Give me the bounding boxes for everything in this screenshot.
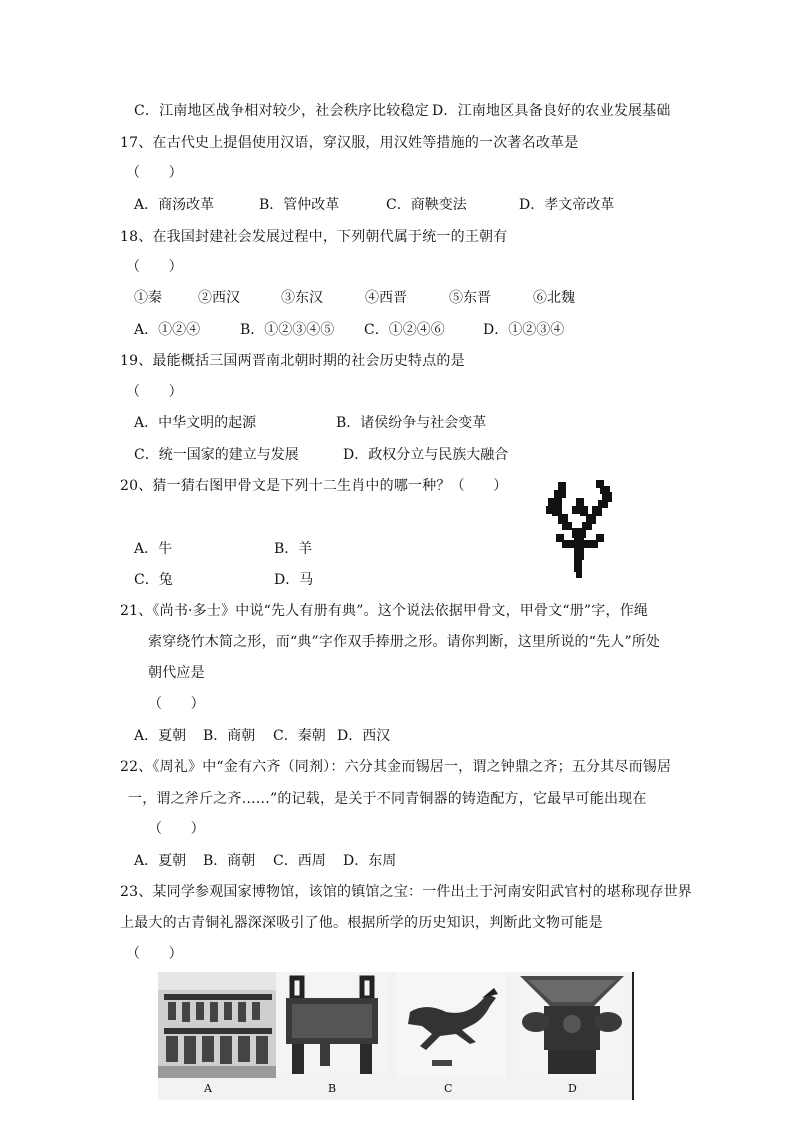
q17-option-d: D．孝文帝改革: [519, 197, 615, 213]
q17-option-a: A．商汤改革: [134, 197, 215, 213]
q22-line-2: 一，谓之斧斤之齐……”的记载，是关于不同青铜器的铸造配方，它最早可能出现在: [128, 791, 647, 807]
q22-option-d: D．东周: [343, 853, 397, 869]
q17-option-b: B．管仲改革: [259, 197, 340, 213]
q17-option-c: C．商鞅变法: [386, 197, 467, 213]
q18-stem: 18、在我国封建社会发展过程中，下列朝代属于统一的王朝有: [120, 229, 508, 245]
artifact-a-caption: A: [204, 1082, 212, 1095]
q17-stem: 17、在古代史上提倡使用汉语，穿汉服，用汉姓等措施的一次著名改革是: [120, 135, 579, 151]
q16-option-c: C．江南地区战争相对较少，社会秩序比较稳定: [134, 103, 429, 119]
oracle-bone-glyph-image: [540, 476, 620, 582]
q20-option-d: D．马: [274, 572, 314, 588]
q23-answer-paren: （ ）: [126, 946, 183, 962]
q20-option-b: B．羊: [274, 541, 313, 557]
q18-option-c: C．①②④⑥: [364, 322, 445, 338]
artifact-b-caption: B: [328, 1082, 337, 1095]
q19-stem: 19、最能概括三国两晋南北朝时期的社会历史特点的是: [120, 353, 465, 369]
q18-item-2: ②西汉: [198, 290, 240, 306]
artifact-d-caption: D: [568, 1082, 577, 1095]
q21-answer-paren: （ ）: [148, 696, 205, 712]
q21-option-d: D．西汉: [337, 728, 391, 744]
q23-line-1: 23、某同学参观国家博物馆，该馆的镇馆之宝：一件出土于河南安阳武官村的堪称现存世界: [120, 884, 693, 900]
q21-option-b: B．商朝: [203, 728, 256, 744]
q18-item-4: ④西晋: [365, 290, 407, 306]
q19-option-a: A．中华文明的起源: [134, 415, 257, 431]
q21-line-3: 朝代应是: [148, 665, 205, 681]
q22-option-b: B．商朝: [203, 853, 256, 869]
q22-answer-paren: （ ）: [148, 821, 205, 837]
q20-stem: 20、猜一猜右图甲骨文是下列十二生肖中的哪一种？（ ）: [120, 478, 508, 494]
q16-option-d: D．江南地区具备良好的农业发展基础: [432, 103, 671, 119]
q18-item-6: ⑥北魏: [533, 290, 575, 306]
artifact-d-zun-image: [514, 972, 630, 1078]
q21-line-1: 21、《尚书·多士》中说“先人有册有典”。这个说法依据甲骨文，甲骨文“册”字，作绳: [120, 603, 649, 619]
q18-option-d: D．①②③④: [483, 322, 565, 338]
q17-answer-paren: （ ）: [126, 165, 183, 181]
artifact-c-caption: C: [444, 1082, 453, 1095]
q20-option-c: C．兔: [134, 572, 173, 588]
artifact-a-bells-image: [158, 972, 276, 1078]
q20-option-a: A．牛: [134, 541, 173, 557]
q22-option-a: A．夏朝: [134, 853, 187, 869]
q19-option-c: C．统一国家的建立与发展: [134, 447, 299, 463]
q21-option-a: A．夏朝: [134, 728, 187, 744]
q23-line-2: 上最大的古青铜礼器深深吸引了他。根据所学的历史知识，判断此文物可能是: [120, 915, 603, 931]
q22-line-1: 22、《周礼》中“金有六齐（同剂）：六分其金而锡居一，谓之钟鼎之齐；五分其尽而锡居: [120, 759, 672, 775]
q18-option-a: A．①②④: [134, 322, 201, 338]
q21-option-c: C．秦朝: [273, 728, 326, 744]
q18-item-3: ③东汉: [281, 290, 323, 306]
q18-answer-paren: （ ）: [126, 259, 183, 275]
q18-item-5: ⑤东晋: [449, 290, 491, 306]
q22-option-c: C．西周: [273, 853, 326, 869]
q19-answer-paren: （ ）: [126, 384, 183, 400]
q18-item-1: ①秦: [134, 290, 162, 306]
q21-line-2: 索穿绕竹木简之形，而“典”字作双手捧册之形。请你判断，这里所说的“先人”所处: [148, 634, 661, 650]
artifact-b-ding-image: [276, 972, 388, 1078]
q18-option-b: B．①②③④⑤: [240, 322, 335, 338]
artifact-photos-strip: [158, 972, 634, 1100]
q19-option-b: B．诸侯纷争与社会变革: [336, 415, 487, 431]
artifact-c-horse-image: [396, 972, 506, 1078]
q19-option-d: D．政权分立与民族大融合: [343, 447, 509, 463]
